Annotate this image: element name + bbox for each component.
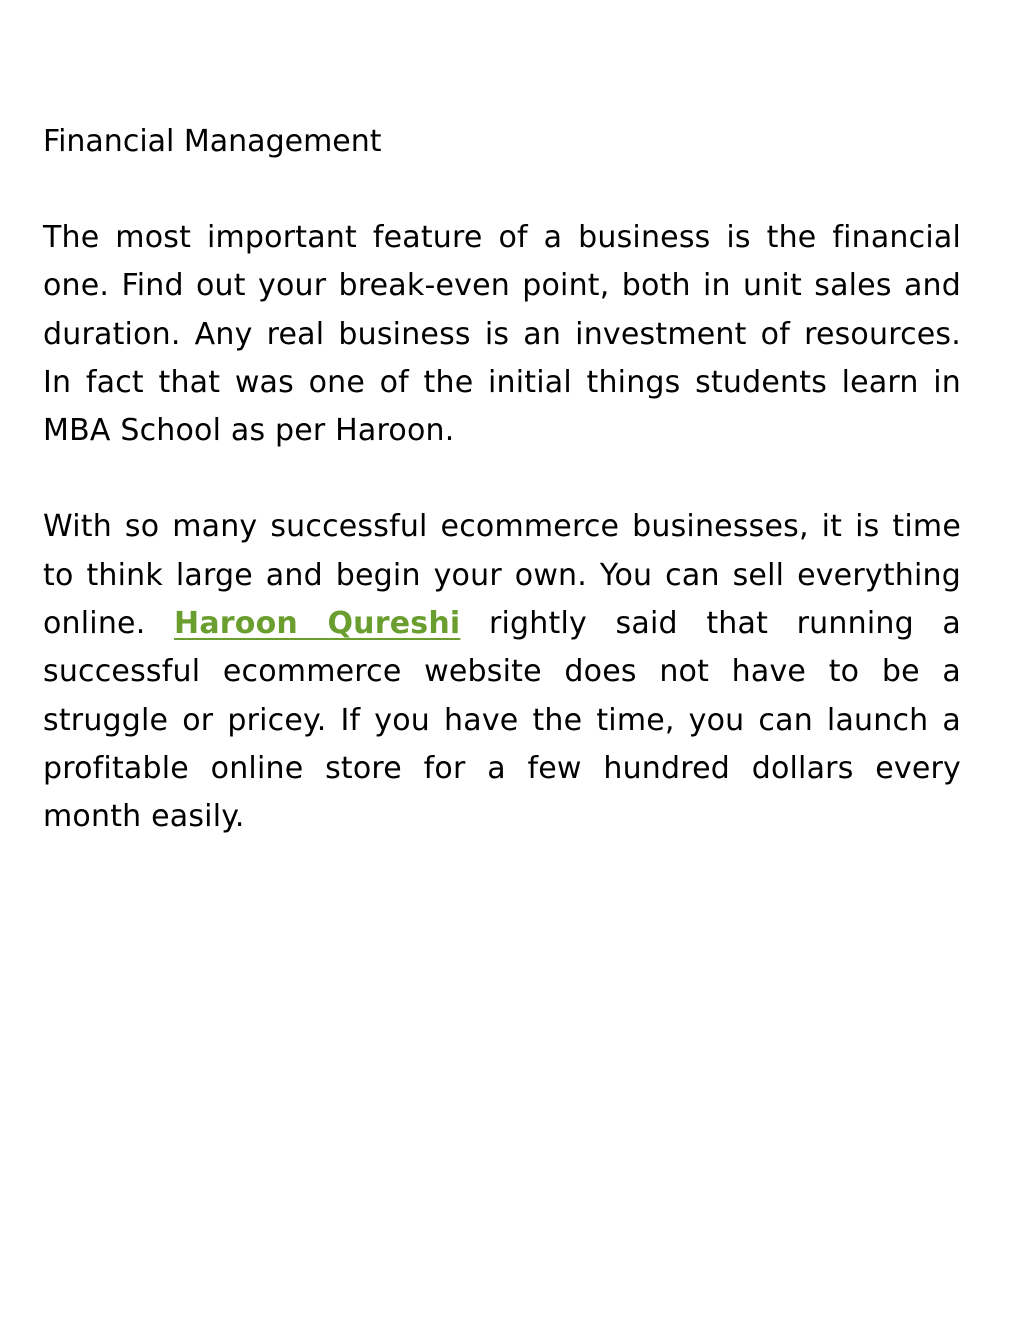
document-heading: Financial Management [43,124,382,159]
paragraph-ecommerce-text-after: rightly said that running a successful ecommerce website does not have to be a struggle or pricey. If you have the time, you can launch a profitable online store for a few hundred dollars every month easily. [43,606,961,835]
paragraph-ecommerce [43,503,961,841]
paragraph-ecommerce-text-before: With so many successful ecommerce businesses, it is time to think large and begin your own. You can sell everything online. [43,509,961,642]
haroon-qureshi-link[interactable]: Haroon Qureshi [174,606,461,642]
document-body [43,118,961,890]
paragraph-financial-feature: The most important feature of a business is the financial one. Find out your break-even point, both in unit sales and duration. Any real business is an investment of resources. In fact that was one of the initial things students learn in MBA School as per Haroon. [43,220,961,449]
